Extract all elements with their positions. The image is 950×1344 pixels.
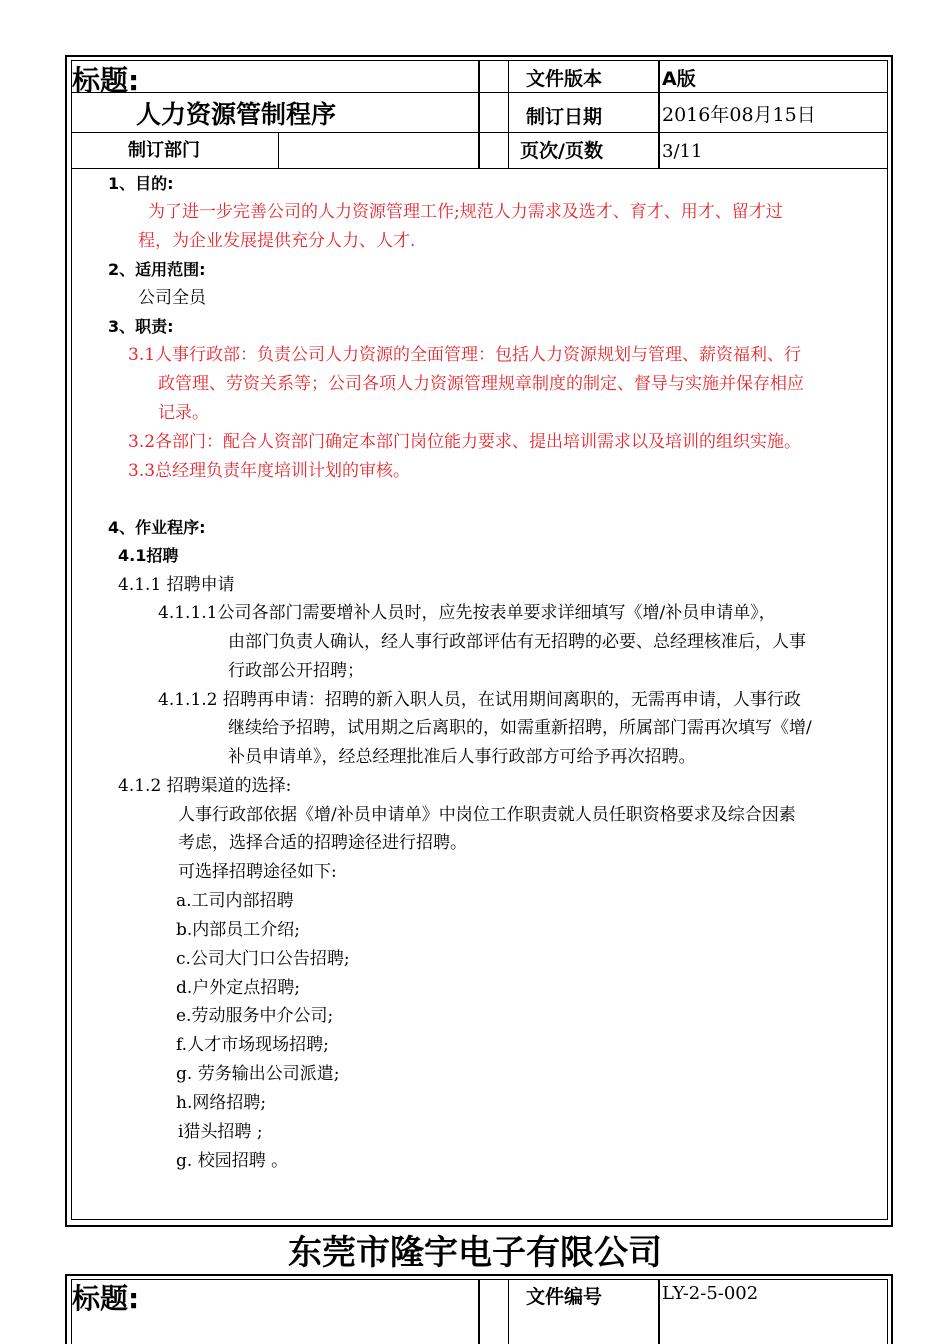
next-header-col-divider-mid [478, 1279, 480, 1344]
channel-item: d.户外定点招聘; [176, 978, 301, 998]
section-3-1-line-1: 3.1人事行政部：负责公司人力资源的全面管理：包括人力资源规划与管理、薪资福利、行 [128, 345, 802, 365]
section-4-1-2-title: 4.1.2 招聘渠道的选择: [118, 776, 292, 796]
section-4-1-1-1-line-1: 4.1.1.1公司各部门需要增补人员时，应先按表单要求详细填写《增/补员申请单》， [158, 603, 776, 623]
section-4-1-2-line-3: 可选择招聘途径如下: [178, 862, 337, 882]
version-label: 文件版本 [526, 68, 603, 90]
header-col-divider-value [658, 60, 660, 168]
section-1-line-2: 程，为企业发展提供充分人力、人才. [138, 231, 416, 251]
section-3-1-line-2: 政管理、劳资关系等；公司各项人力资源管理规章制度的制定、督导与实施并保存相应 [158, 374, 804, 394]
section-4-title: 4、作业程序: [108, 518, 206, 537]
next-title-label: 标题: [72, 1282, 140, 1315]
page-value: 3/11 [662, 141, 703, 162]
date-label: 制订日期 [526, 106, 603, 128]
section-4-1-1-1-line-3: 行政部公开招聘； [228, 661, 364, 681]
channel-item: g. 劳务输出公司派遣; [176, 1064, 340, 1084]
section-3-title: 3、职责: [108, 317, 174, 336]
next-header-col-divider-label [508, 1279, 509, 1344]
channel-item: i猎头招聘 ; [178, 1122, 263, 1142]
section-4-1-1-2-line-2: 继续给予招聘，试用期之后离职的，如需重新招聘，所属部门需再次填写《增/ [228, 718, 812, 738]
date-value: 2016年08月15日 [662, 104, 816, 126]
header-row-divider-3 [71, 168, 888, 169]
section-4-1-title: 4.1招聘 [118, 546, 179, 565]
channel-item: f.人才市场现场招聘; [176, 1035, 329, 1055]
section-4-1-2-line-2: 考虑，选择合适的招聘途径进行招聘。 [178, 833, 467, 853]
dept-label: 制订部门 [128, 140, 200, 161]
section-3-1-line-3: 记录。 [158, 403, 209, 423]
section-4-1-1-title: 4.1.1 招聘申请 [118, 575, 235, 595]
channel-item: e.劳动服务中介公司; [176, 1006, 334, 1026]
section-4-1-1-1-line-2: 由部门负责人确认，经人事行政部评估有无招聘的必要、总经理核准后，人事 [228, 632, 806, 652]
channel-item: b.内部员工介绍; [176, 920, 301, 940]
section-1-title: 1、目的: [108, 174, 174, 193]
company-name: 东莞市隆宇电子有限公司 [288, 1233, 662, 1273]
header-col-divider-mid [478, 60, 480, 168]
channel-item: h.网络招聘; [176, 1093, 267, 1113]
channel-item: g. 校园招聘 。 [176, 1151, 289, 1171]
docno-value: LY-2-5-002 [662, 1283, 759, 1304]
doc-title: 人力资源管制程序 [136, 100, 337, 129]
section-2-title: 2、适用范围: [108, 260, 206, 279]
section-4-1-1-2-line-1: 4.1.1.2 招聘再申请：招聘的新入职人员，在试用期间离职的，无需再申请，人事行政 [158, 690, 801, 710]
section-3-3: 3.3总经理负责年度培训计划的审核。 [128, 461, 411, 481]
section-3-2: 3.2各部门：配合人资部门确定本部门岗位能力要求、提出培训需求以及培训的组织实施。 [128, 432, 802, 452]
channel-item: a.工司内部招聘 [176, 891, 294, 911]
version-value: A版 [662, 68, 696, 90]
channel-item: c.公司大门口公告招聘; [176, 949, 350, 969]
section-4-1-2-line-1: 人事行政部依据《增/补员申请单》中岗位工作职责就人员任职资格要求及综合因素 [178, 805, 796, 825]
section-1-line-1: 为了进一步完善公司的人力资源管理工作;规范人力需求及选才、育才、用才、留才过 [148, 202, 783, 222]
header-col-divider-label [508, 60, 509, 168]
docno-label: 文件编号 [526, 1286, 603, 1308]
header-col-divider-dept [278, 132, 279, 168]
title-label: 标题: [72, 64, 140, 97]
section-4-1-1-2-line-3: 补员申请单》，经总经理批准后人事行政部方可给予再次招聘。 [228, 747, 696, 767]
next-header-col-divider-value [658, 1279, 660, 1344]
page-label: 页次/页数 [520, 140, 603, 162]
section-2-text: 公司全员 [138, 288, 206, 308]
